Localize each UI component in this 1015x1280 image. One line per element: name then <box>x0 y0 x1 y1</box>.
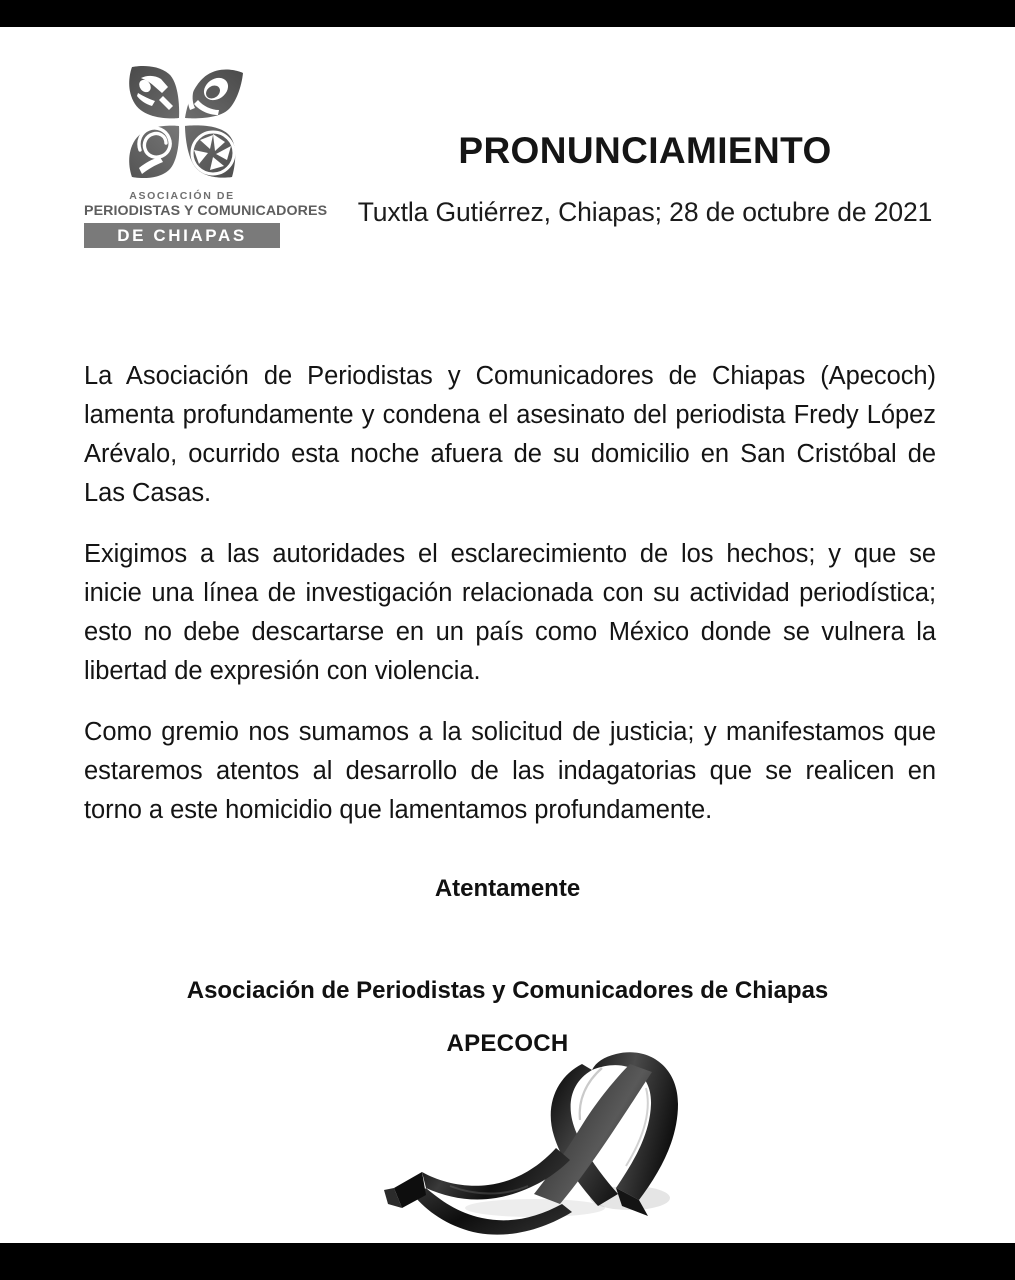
document-header <box>0 27 1015 267</box>
camera-aperture-petal <box>185 125 235 177</box>
dateline: Tuxtla Gutiérrez, Chiapas; 28 de octubre de 2021 <box>357 197 933 227</box>
black-mourning-ribbon <box>330 1048 710 1238</box>
body-paragraph-1: La Asociación de Periodistas y Comunicadores de Chiapas (Apecoch) lamenta profundamente y condena el asesinato del periodista Fredy López Arévalo, ocurrido esta noche afuera de su domicilio en San Cristóbal de Las Casas. <box>84 362 936 507</box>
letterbox-bar-top <box>0 0 1015 27</box>
apecoch-logo <box>84 60 328 248</box>
body-paragraph-3: Como gremio nos sumamos a la solicitud de justicia; y manifestamos que estaremos atentos al desarrollo de las indagatorias que se realicen en torno a este homicidio que lamentamos profundamente. <box>84 718 936 824</box>
apecoch-logo-mark <box>119 60 245 184</box>
speaker-petal <box>185 70 243 119</box>
document-body <box>84 357 936 830</box>
page-title: PRONUNCIAMIENTO <box>458 130 832 171</box>
signature-organization: Asociación de Periodistas y Comunicadores de Chiapas <box>186 977 829 1004</box>
signature-acronym: APECOCH <box>446 1030 569 1057</box>
microphone-petal <box>129 66 179 118</box>
logo-band-de-chiapas: DE CHIAPAS <box>84 223 280 248</box>
logo-line-periodistas: PERIODISTAS Y COMUNICADORES <box>84 203 328 219</box>
body-paragraph-2: Exigimos a las autoridades el esclarecimiento de los hechos; y que se inicie una línea de investigación relacionada con su actividad periodística; esto no debe descartarse en un país como México donde se vulnera la libertad de expresión con violencia. <box>84 540 936 685</box>
spiral-petal <box>129 126 179 178</box>
letterbox-bar-bottom <box>0 1243 1015 1280</box>
logo-line-asociacion: ASOCIACIÓN DE <box>129 190 235 202</box>
apecoch-logo-text <box>84 190 328 248</box>
signature-closing: Atentamente <box>434 875 581 902</box>
